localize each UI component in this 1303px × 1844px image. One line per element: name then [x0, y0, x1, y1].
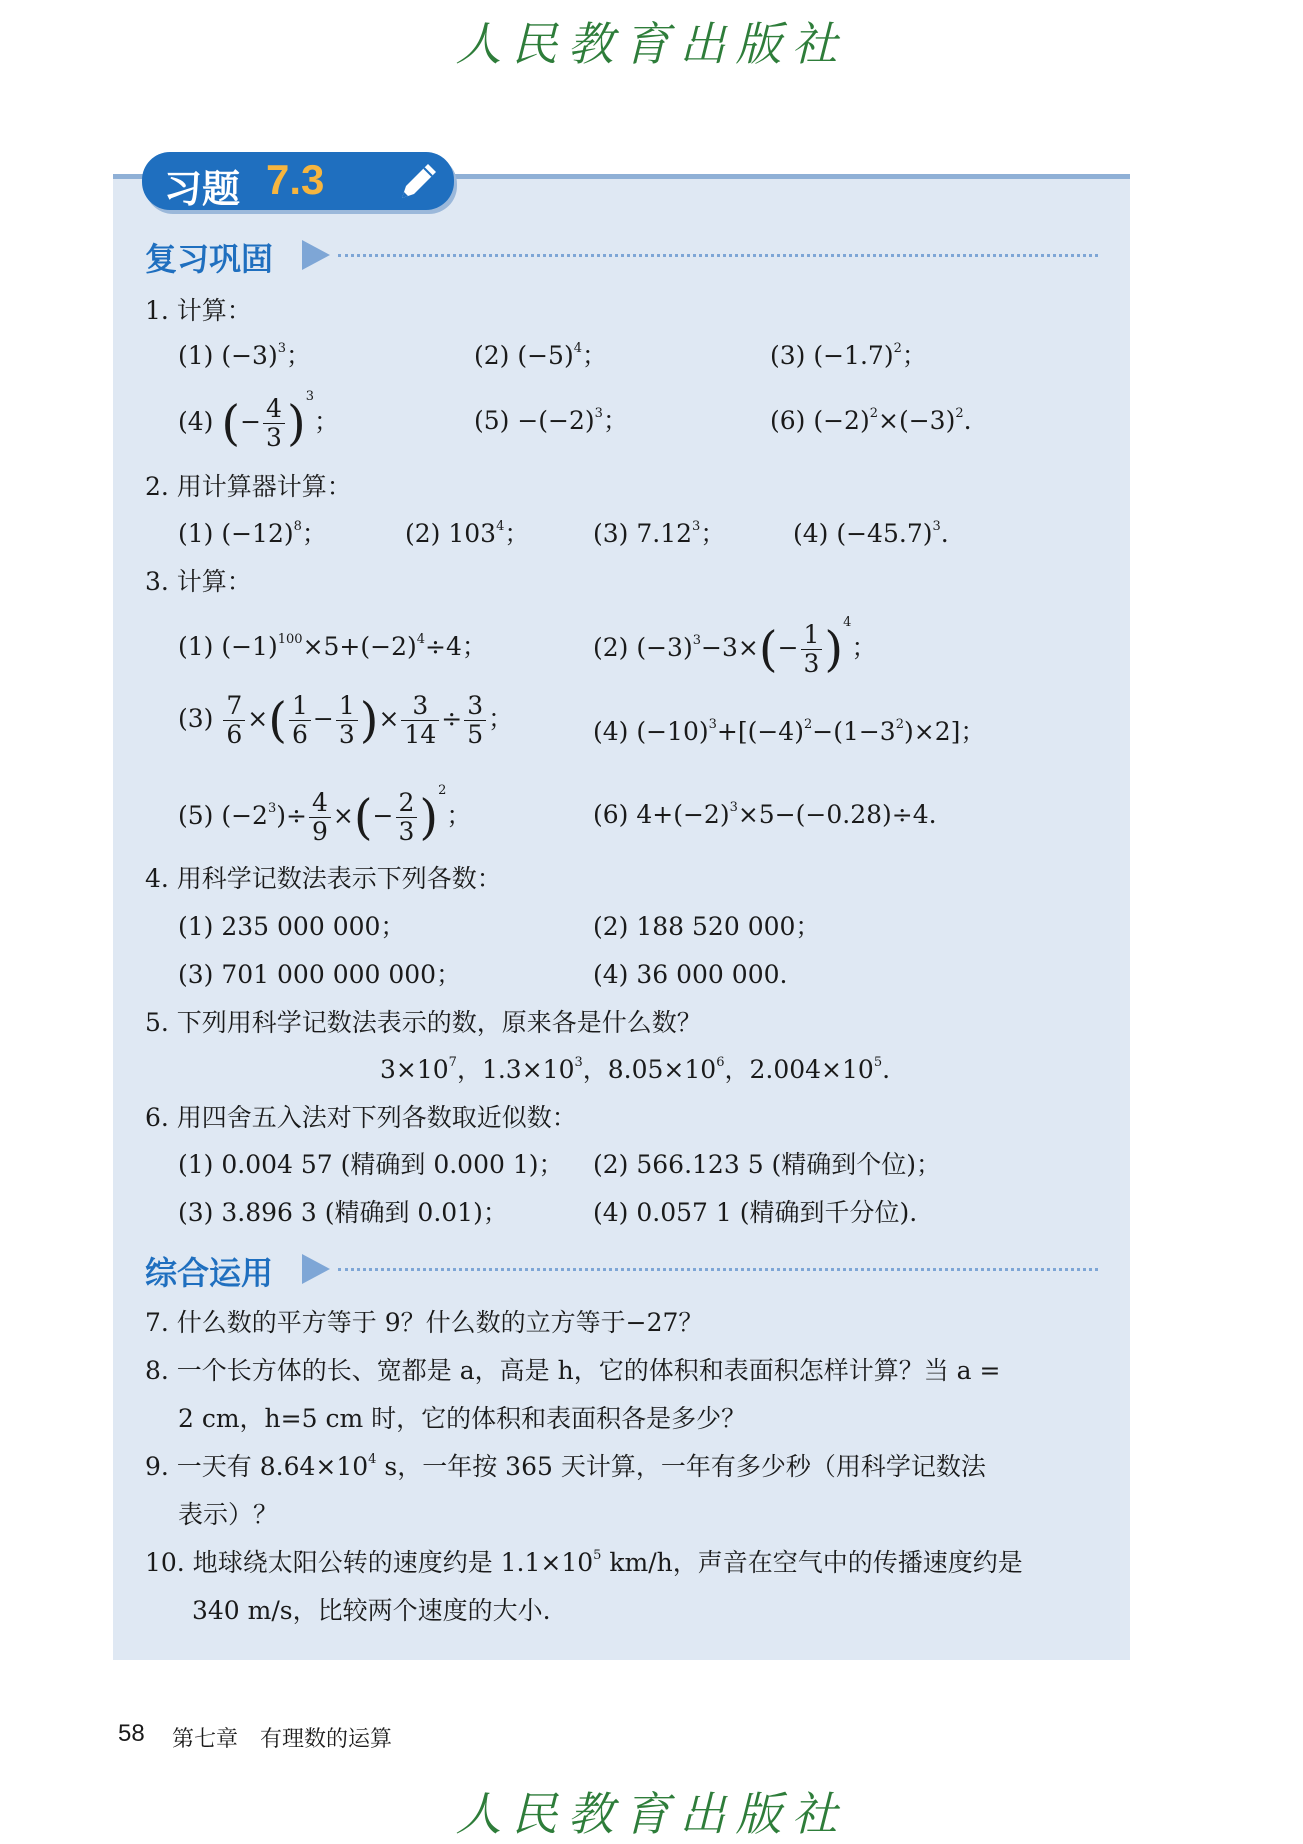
- q9-line2: 表示）？: [178, 1500, 279, 1529]
- section-divider: [338, 1268, 1098, 1271]
- q1-part4: (4) (− $\frac{4}{3}$ )3；: [178, 389, 339, 452]
- fraction: $\frac{4}{9}$: [309, 789, 331, 846]
- q5-numbers: $3\times 10^7$，$1.3\times 10^3$，$8.05\times 10^6$，$2.004\times 10^5$.: [380, 1055, 891, 1084]
- q6-label: 6. 用四舍五入法对下列各数取近似数：: [145, 1103, 577, 1132]
- q2-part3: (3) 7.12$^3$；: [593, 519, 726, 548]
- q1-part1: (1) $(-3)^3$；: [178, 341, 312, 370]
- section-apply-heading: 综合运用: [145, 1254, 274, 1292]
- exercise-title-tab: [142, 152, 454, 210]
- q3-part4: (4) $(-10)^3+[(-4)^2-(1-3^2)\times 2]$；: [593, 717, 986, 746]
- q6-part1: (1) 0.004 57 (精确到 0.000 1)；: [178, 1150, 564, 1179]
- q3-label: 3. 计算：: [145, 567, 252, 596]
- q7: 7. 什么数的平方等于 9？什么数的立方等于−27？: [145, 1308, 704, 1337]
- publisher-watermark-top: 人民教育出版社: [455, 17, 848, 71]
- section-divider: [338, 254, 1098, 257]
- fraction: $\frac{7}{6}$: [223, 692, 245, 749]
- q8-line2: 2 cm，h=5 cm 时，它的体积和表面积各是多少？: [178, 1404, 747, 1433]
- q1-part5: $(5) -(-2)^3$；: [474, 406, 628, 435]
- section-arrow-icon: [302, 1254, 330, 1284]
- q9-line1: 9. 一天有 $8.64\times 10^4$ s，一年按 365 天计算，一年有多少秒（用科学记数法: [145, 1452, 986, 1481]
- q6-part4: (4) 0.057 1 (精确到千分位).: [593, 1198, 918, 1227]
- q10-line2: 340 m/s，比较两个速度的大小.: [192, 1596, 551, 1625]
- q5-label: 5. 下列用科学记数法表示的数，原来各是什么数？: [145, 1008, 702, 1037]
- q6-part3: (3) 3.896 3 (精确到 0.01)；: [178, 1198, 508, 1227]
- q4-part3: (3) 701 000 000 000；: [178, 960, 462, 989]
- q4-part2: (2) 188 520 000；: [593, 912, 821, 941]
- fraction: $\frac{2}{3}$: [396, 789, 418, 846]
- q3-part3: (3) $\frac{7}{6}$ ×( $\frac{1}{6}$ − $\frac{1}{3}$ )× $\frac{3}{14}$ ÷ $\frac{3}{5}$ ；: [178, 691, 514, 749]
- q2-part1: (1) $(-12)^8$；: [178, 519, 327, 548]
- section-arrow-icon: [302, 240, 330, 270]
- q4-part1: (1) 235 000 000；: [178, 912, 406, 941]
- q2-part4: (4) $(-45.7)^3$.: [793, 519, 949, 548]
- q8-line1: 8. 一个长方体的长、宽都是 a，高是 h，它的体积和表面积怎样计算？当 a =: [145, 1356, 1001, 1385]
- fraction: $\frac{3}{14}$: [401, 692, 439, 749]
- q1-label: 1. 计算：: [145, 296, 252, 325]
- q4-part4: (4) 36 000 000.: [593, 960, 788, 989]
- exercise-title-number: 7.3: [266, 156, 325, 203]
- q2-part2: (2) $103^4$；: [405, 519, 530, 548]
- page-number: 58: [118, 1720, 145, 1747]
- chapter-title: 第七章 有理数的运算: [172, 1727, 393, 1752]
- q10-line1: 10. 地球绕太阳公转的速度约是 $1.1\times 10^5$ km/h，声音在空气中的传播速度约是: [145, 1548, 1023, 1577]
- q1-part2: (2) $(-5)^4$；: [474, 341, 608, 370]
- fraction: $\frac{1}{6}$: [289, 692, 311, 749]
- pencil-icon: [392, 156, 442, 206]
- exercise-title-prefix: 习题: [164, 167, 241, 211]
- section-review-heading: 复习巩固: [145, 240, 274, 278]
- fraction: $\frac{1}{3}$: [336, 692, 358, 749]
- q1-part3: (3) $(-1.7)^2$；: [770, 341, 927, 370]
- fraction: $\frac{4}{3}$: [263, 395, 285, 452]
- fraction: $\frac{3}{5}$: [464, 692, 486, 749]
- q3-part5: (5) $(-2^3)\div$ $\frac{4}{9}$ ×(− $\frac{2}{3}$ )2；: [178, 783, 472, 846]
- q3-part6: (6) $4+(-2)^3\times 5-(-0.28)\div 4$.: [593, 800, 937, 829]
- q6-part2: (2) 566.123 5 (精确到个位)；: [593, 1150, 942, 1179]
- q3-part1: (1) $(-1)^{100}\times 5+(-2)^4\div 4$；: [178, 632, 487, 661]
- q1-part6: (6) $(-2)^2\times(-3)^2$.: [770, 406, 972, 435]
- fraction: $\frac{1}{3}$: [801, 621, 823, 678]
- publisher-watermark-bottom: 人民教育出版社: [455, 1787, 848, 1841]
- q3-part2: (2) $(-3)^3-3\times(-$ $\frac{1}{3}$ )4；: [593, 615, 877, 678]
- q2-label: 2. 用计算器计算：: [145, 472, 352, 501]
- q4-label: 4. 用科学记数法表示下列各数：: [145, 864, 502, 893]
